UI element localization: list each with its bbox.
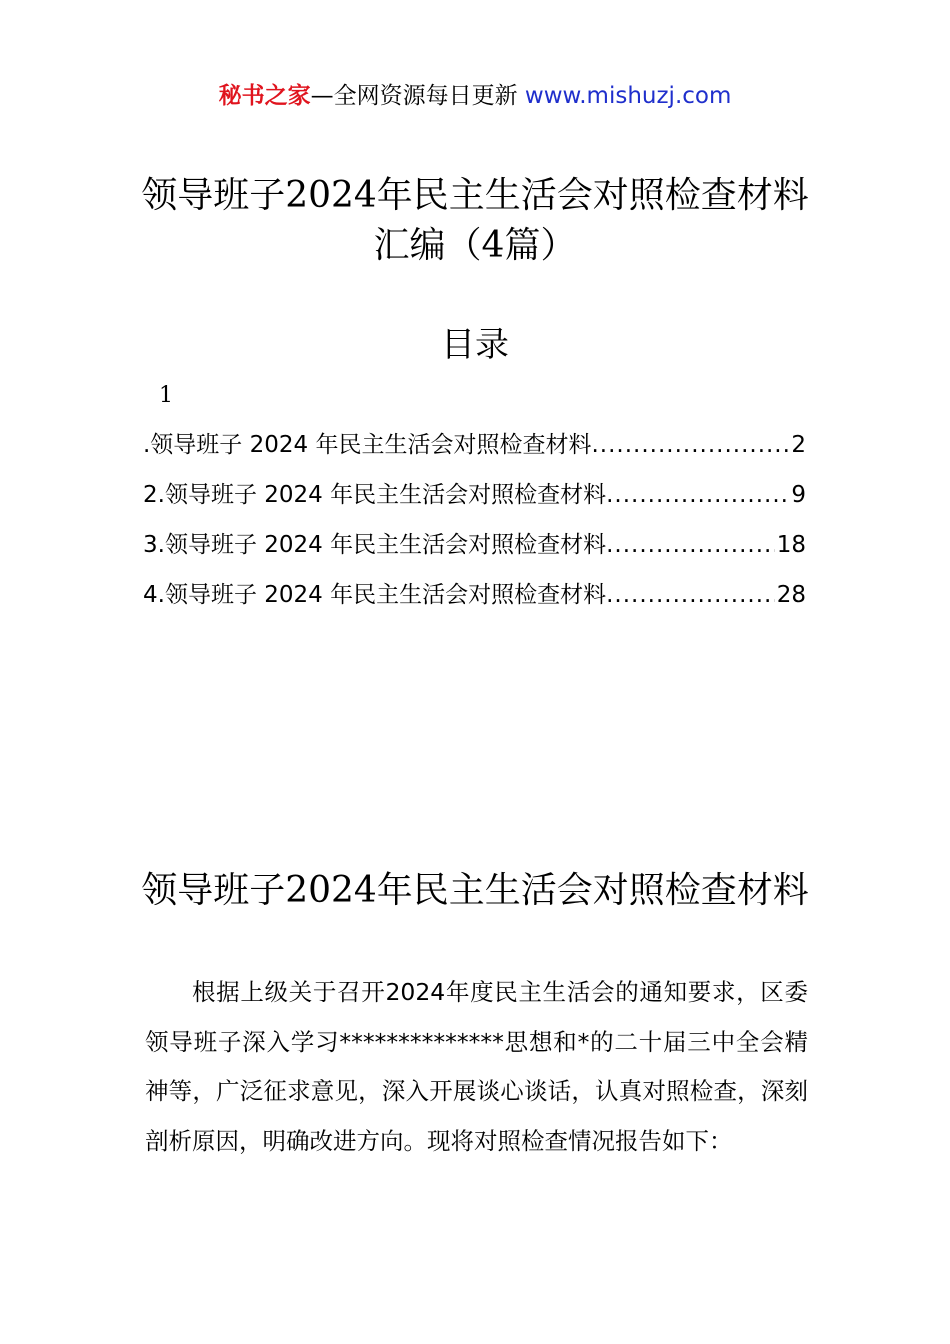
toc-leader-dots xyxy=(606,475,789,515)
body-paragraph: 根据上级关于召开2024年度民主生活会的通知要求，区委领导班子深入学习**************思想和*的二十届三中全会精神等，广泛征求意见，深入开展谈心谈话，认真对照检查，深刻剖析原因，明确改进方向。现将对照检查情况报告如下： xyxy=(145,978,808,1155)
section-title: 领导班子2024年民主生活会对照检查材料 xyxy=(141,870,809,911)
toc-leader-dots xyxy=(606,525,775,565)
toc-entry-page: 18 xyxy=(776,532,806,558)
toc-entry-label: .领导班子 2024 年民主生活会对照检查材料 xyxy=(143,432,592,458)
toc-entry-2[interactable] xyxy=(143,475,806,525)
toc-entry-page: 28 xyxy=(776,582,806,608)
toc-leader-dots xyxy=(606,575,775,615)
toc-entry-page: 9 xyxy=(791,482,806,508)
toc-heading: 目录 xyxy=(441,325,509,365)
site-url-link[interactable]: www.mishuzj.com xyxy=(524,83,732,109)
toc-entry-label: 4.领导班子 2024 年民主生活会对照检查材料 xyxy=(143,582,607,608)
toc-entry-label: 2.领导班子 2024 年民主生活会对照检查材料 xyxy=(143,482,607,508)
toc-entry-1[interactable] xyxy=(143,425,806,475)
brand-name: 秘书之家 xyxy=(218,83,311,109)
toc-entry-page: 2 xyxy=(791,432,806,458)
document-title-line2: 汇编（4篇） xyxy=(373,225,577,266)
site-banner xyxy=(0,80,950,112)
banner-slogan: —全网资源每日更新 xyxy=(310,83,525,109)
toc-leader-dots xyxy=(591,425,789,465)
toc-entry-label: 3.领导班子 2024 年民主生活会对照检查材料 xyxy=(143,532,607,558)
table-of-contents xyxy=(143,425,806,625)
toc-entry-3[interactable] xyxy=(143,525,806,575)
document-title-line1: 领导班子2024年民主生活会对照检查材料 xyxy=(141,175,809,216)
toc-entry-4[interactable] xyxy=(143,575,806,625)
toc-first-number: 1 xyxy=(159,383,173,408)
